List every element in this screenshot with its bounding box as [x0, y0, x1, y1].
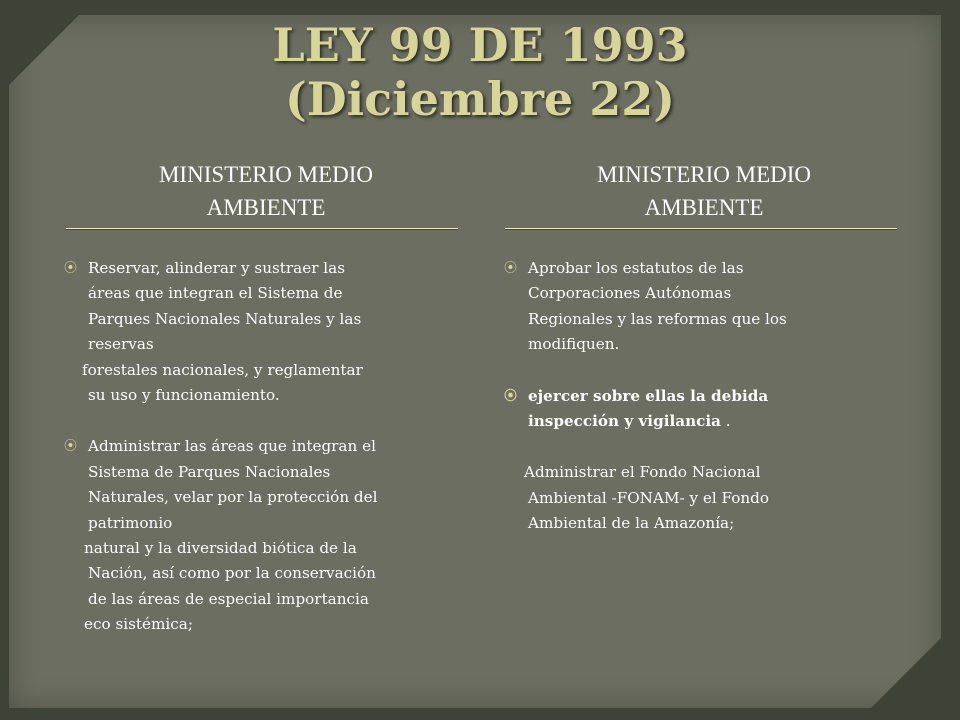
left-item1-cont-line: su uso y funcionamiento. — [88, 386, 280, 405]
left-item2-cont-line: natural y la diversidad biótica de la — [84, 539, 357, 558]
left-heading-divider — [66, 228, 458, 229]
left-heading-line-1: MINISTERIO MEDIO — [158, 162, 373, 187]
left-item1-continuation — [64, 358, 464, 409]
right-item3-line: Ambiental de la Amazonía; — [528, 514, 735, 533]
left-item1-line: reservas — [88, 335, 154, 354]
right-item-3 — [504, 460, 904, 536]
right-heading-line-1: MINISTERIO MEDIO — [596, 162, 811, 187]
right-item1-line: Regionales y las reformas que los — [528, 309, 787, 328]
bullet-icon: ⦿ — [64, 261, 78, 276]
left-item1-line: Reservar, alinderar y sustraer las — [88, 259, 345, 277]
right-item1-line: Corporaciones Autónomas — [528, 284, 732, 303]
left-bullet-item-2 — [64, 434, 464, 536]
left-item2-line: Naturales, velar por la protección del — [88, 488, 378, 507]
right-item2-line: ejercer sobre ellas la debida — [528, 386, 769, 405]
bullet-icon: ⦿ — [64, 439, 78, 455]
left-item2-line: Sistema de Parques Nacionales — [88, 462, 331, 481]
right-item1-line: Aprobar los estatutos de las — [528, 259, 744, 277]
right-column-body — [504, 256, 904, 537]
right-column-heading — [504, 158, 904, 224]
right-heading-line-2: AMBIENTE — [644, 195, 764, 220]
left-item1-cont-line: forestales nacionales, y reglamentar — [82, 360, 363, 379]
right-heading-divider — [505, 228, 897, 229]
left-column-body — [64, 256, 464, 638]
left-item2-line: Administrar las áreas que integran el — [88, 437, 376, 456]
title-line-2: (Diciembre 22) — [284, 72, 675, 126]
left-heading-line-2: AMBIENTE — [206, 195, 326, 220]
left-item2-continuation — [64, 536, 464, 638]
right-item2-line: inspección y vigilancia — [528, 412, 721, 431]
left-item2-cont-line: Nación, así como por la conservación — [88, 564, 376, 583]
right-bullet-item-1 — [504, 256, 904, 358]
left-item2-cont-line: de las áreas de especial importancia — [88, 589, 369, 608]
right-bullet-item-2 — [504, 384, 904, 435]
right-item3-line: Ambiental -FONAM- y el Fondo — [528, 488, 770, 507]
left-item2-line: patrimonio — [88, 513, 173, 532]
right-item3-line: Administrar el Fondo Nacional — [524, 463, 761, 482]
title-line-1: LEY 99 DE 1993 — [272, 18, 688, 72]
bullet-icon: ⦿ — [504, 261, 518, 276]
left-column-heading — [66, 158, 466, 224]
bullet-icon: ⦿ — [504, 388, 518, 404]
right-item2-line-with-suffix — [528, 409, 904, 434]
left-item1-line: áreas que integran el Sistema de — [88, 284, 343, 303]
right-item2-suffix: . — [720, 412, 731, 431]
left-item2-cont-line: eco sistémica; — [84, 615, 193, 634]
left-bullet-item-1 — [64, 256, 464, 358]
right-item1-line: modifiquen. — [528, 335, 620, 354]
left-item1-line: Parques Nacionales Naturales y las — [88, 309, 362, 328]
slide-title — [0, 18, 960, 126]
